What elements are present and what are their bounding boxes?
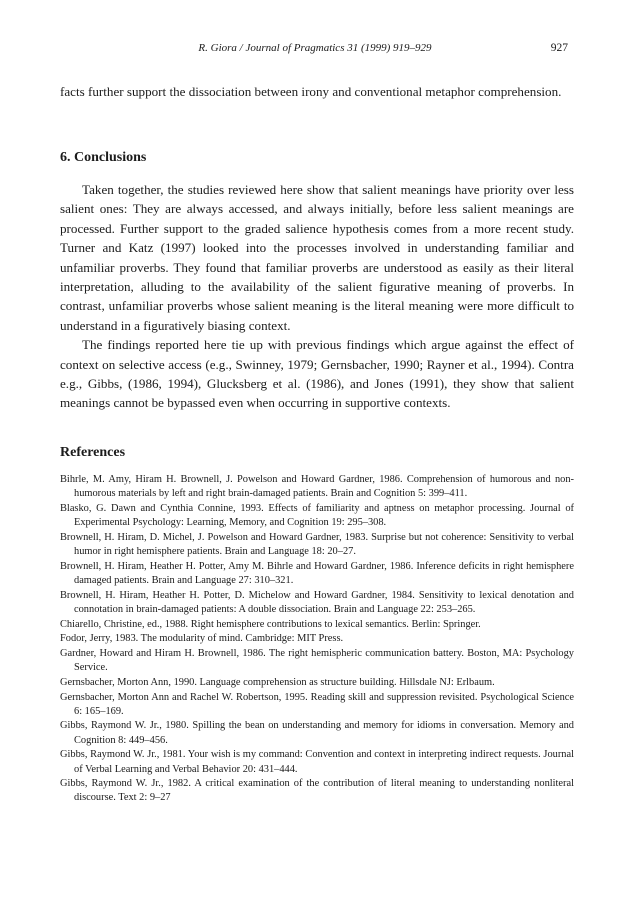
continuation-paragraph: facts further support the dissociation between irony and conventional metaphor comprehension. [60, 84, 562, 99]
reference-item: Chiarello, Christine, ed., 1988. Right hemisphere contributions to lexical semantics. Berlin: Springer. [60, 618, 481, 630]
conclusions-paragraph-2: The findings reported here tie up with previous findings which argue against the effect of context on selective access (e.g., Swinney, 1979; Gernsbacher, 1990; Rayner et al., 1994). Contra e.g., Gibbs, (1986, 1994), Glucksberg et al. (1986), and Jones (1991), they show that salient meanings cannot be bypassed even when occurring in supportive contexts. [60, 337, 574, 411]
reference-item: Gibbs, Raymond W. Jr., 1980. Spilling the bean on understanding and memory for idioms in conversation. Memory and Cognition 8: 449–456. [60, 720, 574, 746]
reference-item: Gibbs, Raymond W. Jr., 1982. A critical examination of the contribution of literal meaning to understanding nonliteral discourse. Text 2: 9–27 [60, 778, 574, 804]
reference-item: Blasko, G. Dawn and Cynthia Connine, 1993. Effects of familiarity and aptness on metaphor processing. Journal of Experimental Psychology: Learning, Memory, and Cognition 19: 295–308. [60, 502, 574, 529]
conclusions-heading: 6. Conclusions [60, 150, 147, 165]
references-heading: References [60, 445, 126, 460]
reference-item: Gernsbacher, Morton Ann and Rachel W. Robertson, 1995. Reading skill and suppression revisited. Psychological Science 6: 165–169. [60, 691, 574, 717]
reference-item: Gernsbacher, Morton Ann, 1990. Language comprehension as structure building. Hillsdale NJ: Erlbaum. [60, 676, 495, 688]
reference-item: Brownell, H. Hiram, D. Michel, J. Powelson and Howard Gardner, 1983. Surprise but not coherence: Sensitivity to verbal humor in right hemisphere patients. Brain and Language 18: 20–27. [60, 531, 574, 558]
reference-item: Gibbs, Raymond W. Jr., 1981. Your wish is my command: Convention and context in interpreting indirect requests. Journal of Verbal Learning and Verbal Behavior 20: 431–444. [60, 749, 574, 775]
references-list [60, 473, 574, 806]
running-head: R. Giora / Journal of Pragmatics 31 (1999) 919–929 [198, 42, 432, 54]
reference-item: Bihrle, M. Amy, Hiram H. Brownell, J. Powelson and Howard Gardner, 1986. Comprehension of humorous and non-humorous materials by left and right brain-damaged patients. Brain and Cognition 5: 399–411. [60, 474, 574, 500]
reference-item: Brownell, H. Hiram, Heather H. Potter, D. Michelow and Howard Gardner, 1984. Sensitivity to lexical denotation and connotation in brain-damaged patients: A double dissociation. Brain and Language 22: 253–265. [60, 589, 574, 615]
conclusions-paragraph-1: Taken together, the studies reviewed here show that salient meanings have priority over less salient ones: They are always accessed, and always initially, before less salient meanings are processed. Further support to the graded salience hypothesis comes from a more recent study. Turner and Katz (1997) looked into the processes involved in understanding familiar and unfamiliar proverbs. They found that familiar proverbs are understood as easily as their literal interpretation, alluding to the availability of the salient figurative meaning of proverbs. In contrast, unfamiliar proverbs whose salient meaning is the literal meaning were more difficult to understand in a figuratively biasing context. [60, 182, 574, 333]
reference-item: Brownell, H. Hiram, Heather H. Potter, Amy M. Bihrle and Howard Gardner, 1986. Inference deficits in right hemisphere damaged patients. Brain and Language 27: 310–321. [60, 560, 574, 586]
continuation-paragraph-block [60, 82, 574, 101]
page-number: 927 [550, 42, 568, 54]
reference-item: Fodor, Jerry, 1983. The modularity of mind. Cambridge: MIT Press. [60, 633, 344, 645]
reference-item: Gardner, Howard and Hiram H. Brownell, 1986. The right hemispheric communication battery. Boston, MA: Psychology Service. [60, 647, 574, 674]
conclusions-body [60, 180, 574, 413]
